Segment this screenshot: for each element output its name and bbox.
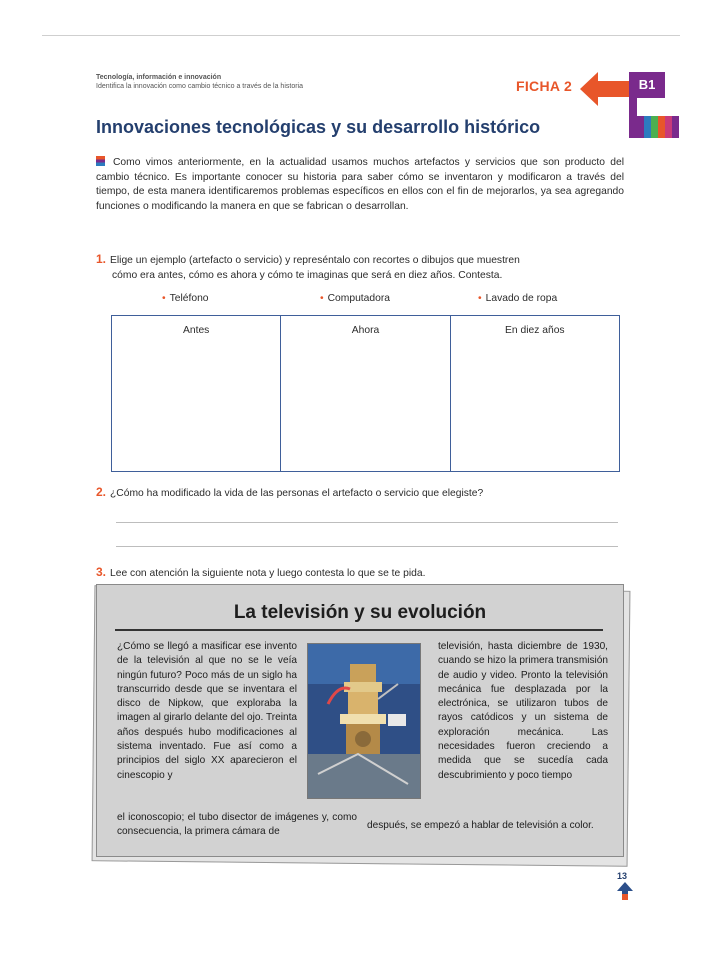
question-2 [96, 485, 483, 502]
option-label: Computadora [327, 293, 390, 304]
question-number: 3. [96, 565, 107, 579]
answer-line[interactable] [116, 546, 618, 547]
intro-text: Como vimos anteriormente, en la actualidad usamos muchos artefactos y servicios que son producto del cambio técnico. Es importante conocer su historia para saber cómo se inventaron y modificaron a través del tiempo, de esta manera identificaremos problemas específicos en ellos con el fin de mejorarlos, ya sea agregando funciones o modificando la manera en que se fabrican o desarrollan. [96, 157, 624, 212]
answer-line[interactable] [116, 522, 618, 523]
bullet-icon: • [478, 293, 482, 304]
question-text-continued: cómo era antes, cómo es ahora y cómo te imaginas que será en diez años. Contesta. [112, 269, 503, 281]
column-ten-years[interactable]: En diez años [505, 325, 565, 336]
camera-image [308, 644, 420, 798]
column-before[interactable]: Antes [112, 316, 281, 471]
section-header [96, 73, 303, 91]
page-number: 13 [617, 871, 628, 881]
newspaper-clipping [96, 584, 624, 857]
question-3 [96, 565, 425, 582]
drawing-table [111, 315, 620, 472]
television-camera-photo [307, 643, 421, 799]
option-label: Lavado de ropa [485, 293, 558, 304]
news-column-2: televisión, hasta diciembre de 1930, cuando se hizo la primera transmisión de audio y video. Pronto la televisión mecánica fue desplazada por la electrónica, se utilizaron tubos de rayos catódicos y un sistema de exploración mecánica. Las necesidades fueron creciendo a medida que se sucedía cada descubrimiento y poco tiempo [438, 641, 608, 781]
color-stripes [629, 98, 682, 138]
bullet-icon: • [162, 293, 166, 304]
news-column-1: ¿Cómo se llegó a masificar ese invento de la televisión al que no se le veía ningún futuro? Poco más de un siglo ha transcurrido desde que se inventara el disco de Nipkow, que exploraba la imagen al girarlo delante del ojo. Treinta años después hubo modificaciones al sistema inventado. Fue así como a principios del siglo XX aparecieron el cinescopio y [117, 641, 297, 781]
news-column-1-tail: el iconoscopio; el tubo disector de imágenes y, como consecuencia, la primera cámara de [117, 812, 357, 838]
left-arrow-icon [580, 72, 632, 106]
column-now[interactable]: Ahora [281, 316, 450, 471]
question-number: 2. [96, 485, 107, 499]
option-item [478, 293, 557, 304]
option-item [320, 293, 390, 304]
question-number: 1. [96, 252, 107, 266]
block-badge: B1 [629, 72, 665, 98]
question-text: Elige un ejemplo (artefacto o servicio) y represéntalo con recortes o dibujos que muestren [110, 255, 520, 266]
question-text: ¿Cómo ha modificado la vida de las personas el artefacto o servicio que elegiste? [110, 488, 484, 499]
option-label: Teléfono [169, 293, 209, 304]
ficha-label: FICHA 2 [516, 78, 573, 94]
up-arrow-icon[interactable] [617, 882, 633, 900]
top-divider [42, 35, 680, 36]
subject-line: Tecnología, información e innovación [96, 74, 222, 81]
title-divider [115, 629, 603, 631]
bullet-icon: • [320, 293, 324, 304]
option-item [162, 293, 209, 304]
news-title: La televisión y su evolución [233, 602, 487, 623]
news-column-2-tail: después, se empezó a hablar de televisión a color. [367, 820, 594, 831]
page-title: Innovaciones tecnológicas y su desarrollo histórico [96, 117, 541, 137]
paragraph-marker-icon [96, 156, 105, 166]
objective-line: Identifica la innovación como cambio técnico a través de la historia [96, 83, 303, 90]
question-1 [96, 252, 616, 283]
intro-paragraph [96, 156, 624, 214]
question-text: Lee con atención la siguiente nota y luego contesta lo que se te pida. [110, 568, 426, 579]
